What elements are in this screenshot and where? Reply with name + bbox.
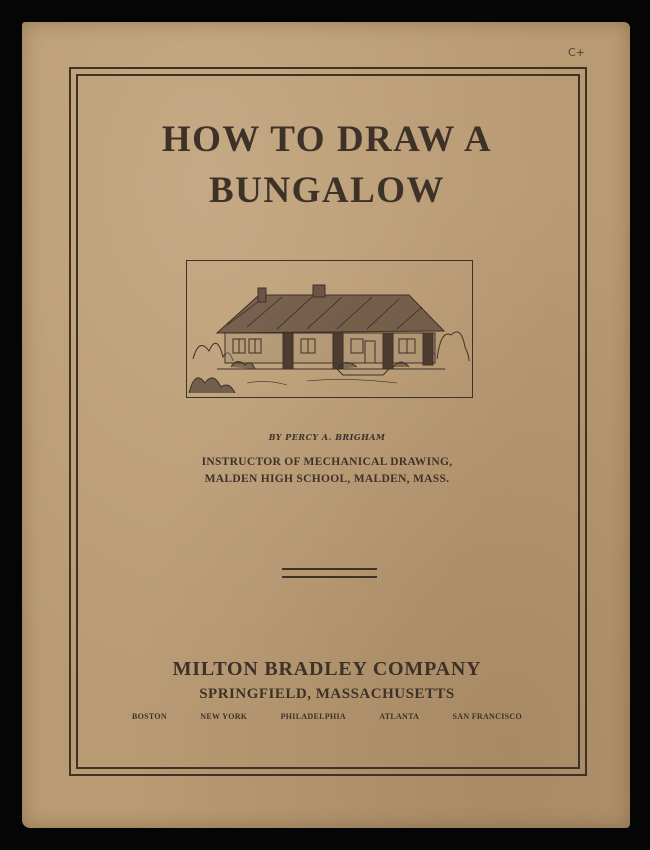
city-label: BOSTON xyxy=(132,712,167,721)
city-label: PHILADELPHIA xyxy=(280,712,346,721)
decorative-rule-top xyxy=(282,568,377,570)
bungalow-drawing xyxy=(187,261,472,397)
title-line-1: HOW TO DRAW A xyxy=(161,119,493,160)
book-cover xyxy=(22,22,630,828)
author-byline: BY PERCY A. BRIGHAM xyxy=(268,432,386,442)
decorative-rule-bottom xyxy=(282,576,377,578)
title-line-2: BUNGALOW xyxy=(208,170,446,211)
branch-cities xyxy=(132,712,522,721)
publisher-name: MILTON BRADLEY COMPANY xyxy=(172,658,482,680)
city-label: NEW YORK xyxy=(200,712,248,721)
publisher-location: SPRINGFIELD, MASSACHUSETTS xyxy=(199,686,455,702)
pencil-mark: C+ xyxy=(568,46,585,59)
author-credit-line-1: INSTRUCTOR OF MECHANICAL DRAWING, xyxy=(201,456,453,468)
author-credit-line-2: MALDEN HIGH SCHOOL, MALDEN, MASS. xyxy=(204,473,450,485)
bungalow-illustration xyxy=(186,260,473,398)
city-label: SAN FRANCISCO xyxy=(452,712,522,721)
city-label: ATLANTA xyxy=(379,712,420,721)
